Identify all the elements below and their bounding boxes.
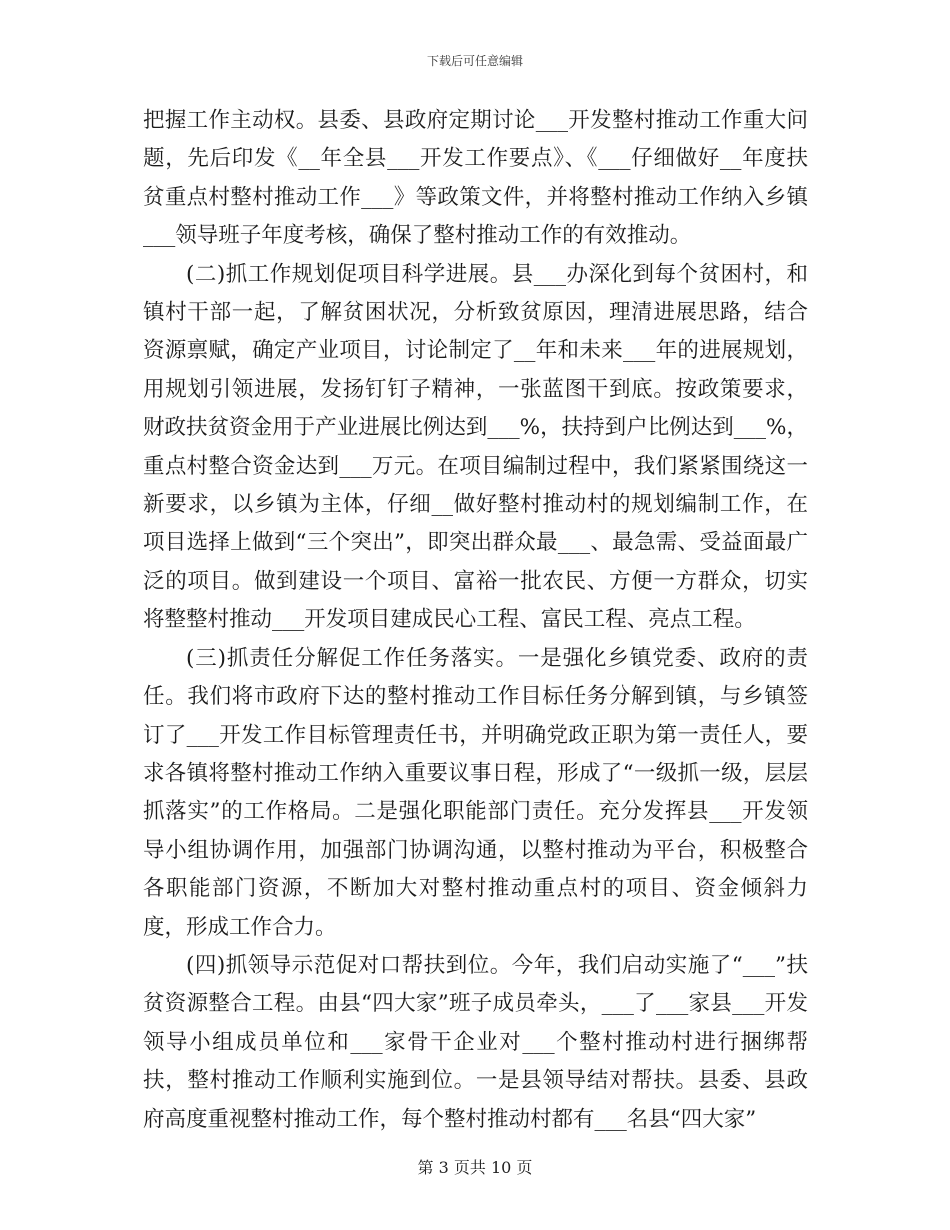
paragraph-section-2: (二)抓工作规划促项目科学进展。县___办深化到每个贫困村，和镇村干部一起，了解贫困状况，分析致贫原因，理清进展思路，结合资源禀赋，确定产业项目，讨论制定了__年和未来___年的进展规划，用规划引领进展，发扬钉钉子精神，一张蓝图干到底。按政策要求，财政扶贫资金用于产业进展比例达到___%，扶持到户比例达到___%，重点村整合资金达到___万元。在项目编制过程中，我们紧紧围绕这一新要求，以乡镇为主体，仔细__做好整村推动村的规划编制工作，在项目选择上做到“三个突出”，即突出群众最___、最急需、受益面最广泛的项目。做到建设一个项目、富裕一批农民、方便一方群众，切实将整整村推动___开发项目建成民心工程、富民工程、亮点工程。 <box>143 261 808 633</box>
page-number: 第 3 页共 10 页 <box>417 1158 533 1177</box>
document-body <box>143 102 808 1139</box>
paragraph-intro-continued: 把握工作主动权。县委、县政府定期讨论___开发整村推动工作重大问题，先后印发《__年全县___开发工作要点》、《___仔细做好__年度扶贫重点村整村推动工作___》等政策文件，并将整村推动工作纳入乡镇___领导班子年度考核，确保了整村推动工作的有效推动。 <box>143 108 808 249</box>
paragraph-section-3: (三)抓责任分解促工作任务落实。一是强化乡镇党委、政府的责任。我们将市政府下达的整村推动工作目标任务分解到镇，与乡镇签订了___开发工作目标管理责任书，并明确党政正职为第一责任人，要求各镇将整村推动工作纳入重要议事日程，形成了“一级抓一级，层层抓落实”的工作格局。二是强化职能部门责任。充分发挥县___开发领导小组协调作用，加强部门协调沟通，以整村推动为平台，积极整合各职能部门资源，不断加大对整村推动重点村的项目、资金倾斜力度，形成工作合力。 <box>143 645 808 940</box>
paragraph-section-4: (四)抓领导示范促对口帮扶到位。今年，我们启动实施了“___”扶贫资源整合工程。由县“四大家”班子成员牵头，___了___家县___开发领导小组成员单位和___家骨干企业对___个整村推动村进行捆绑帮扶，整村推动工作顺利实施到位。一是县领导结对帮扶。县委、县政府高度重视整村推动工作，每个整村推动村都有___名县“四大家” <box>143 952 808 1132</box>
page-header-note: 下载后可任意编辑 <box>426 54 523 68</box>
